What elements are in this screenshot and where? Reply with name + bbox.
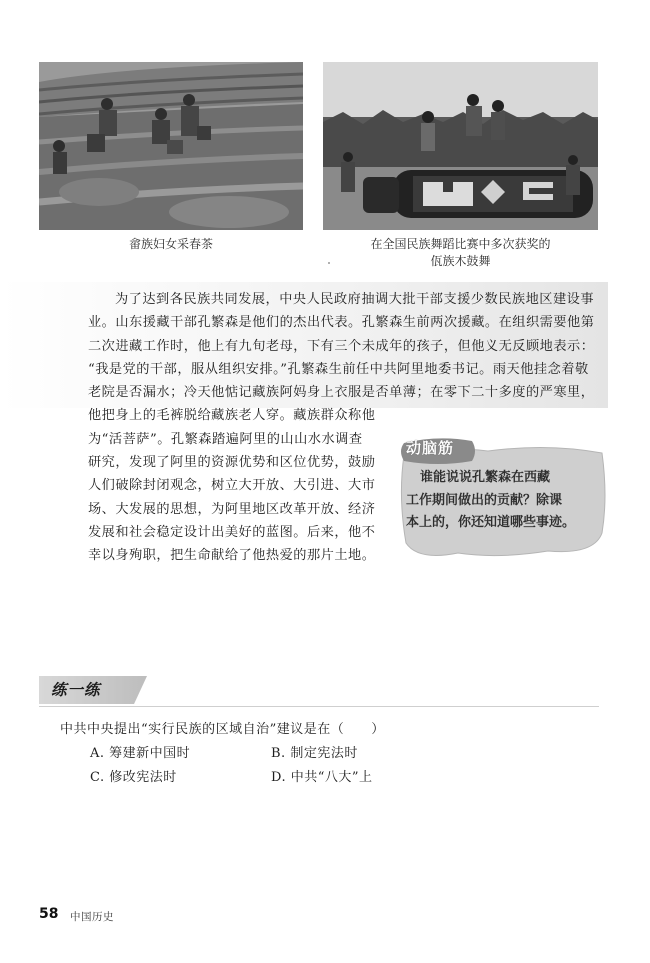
print-speck [328, 262, 330, 264]
think-box-tag: 动脑筋 [406, 439, 455, 457]
wood-drum-dance-photo [323, 62, 598, 230]
option-c: C. 修改宪法时 [90, 770, 177, 785]
paragraph-line: 幸以身殉职，把生命献给了他热爱的那片土地。 [88, 548, 376, 564]
practice-header [39, 672, 599, 707]
paragraph-line: “我是党的干部，服从组织安排。”孔繁森生前任中共阿里地委书记。雨天他挂念着敬 [88, 361, 589, 377]
paragraph-line: 为“活菩萨”。孔繁森踏遍阿里的山山水水调查 [88, 431, 363, 447]
practice-question: 中共中央提出“实行民族的区域自治”建议是在（ ） [60, 722, 385, 737]
paragraph-line: 业。山东援藏干部孔繁森是他们的杰出代表。孔繁森生前两次援藏。在组织需要他第 [88, 315, 595, 331]
tea-photo-caption [39, 236, 303, 253]
paragraph-line: 研究，发现了阿里的资源优势和区位优势，鼓励 [88, 455, 376, 471]
paragraph-line: 他把身上的毛裤脱给藏族老人穿。藏族群众称他 [88, 408, 376, 424]
tea-picking-photo [39, 62, 303, 230]
paragraph-line: 二次进藏工作时，他上有九旬老母，下有三个未成年的孩子，但他义无反顾地表示： [88, 338, 595, 354]
option-d: D. 中共“八大”上 [271, 770, 373, 785]
paragraph-line: 发展和社会稳定设计出美好的蓝图。后来，他不 [88, 524, 376, 540]
paragraph-line: 场、大发展的思想，为阿里地区改革开放、经济 [88, 501, 376, 517]
caption-line-1: 在全国民族舞蹈比赛中多次获奖的 [370, 237, 551, 251]
paragraph-line: 人们破除封闭观念，树立大开放、大引进、大市 [88, 478, 376, 494]
option-b: B. 制定宪法时 [271, 746, 358, 761]
drum-photo-caption [323, 236, 598, 270]
practice-title: 练一练 [51, 681, 101, 699]
book-title: 中国历史 [70, 911, 114, 923]
paragraph-line: 老院是否漏水；冷天他惦记藏族阿妈身上衣服是否单薄；在零下二十多度的严寒里， [88, 385, 595, 401]
think-line: 谁能说说孔繁森在西藏 [420, 470, 551, 485]
think-box [398, 437, 608, 557]
caption-line-2: 佤族木鼓舞 [430, 254, 491, 268]
think-box-text [406, 467, 598, 535]
option-a: A. 筹建新中国时 [90, 746, 191, 761]
paragraph-line: 为了达到各民族共同发展，中央人民政府抽调大批干部支援少数民族地区建设事 [115, 292, 595, 307]
page-number: 58 [39, 906, 59, 922]
think-line: 工作期间做出的贡献？除课 [406, 492, 563, 508]
caption-text: 畲族妇女采春茶 [128, 237, 213, 251]
think-line: 本上的，你还知道哪些事迹。 [406, 515, 576, 530]
